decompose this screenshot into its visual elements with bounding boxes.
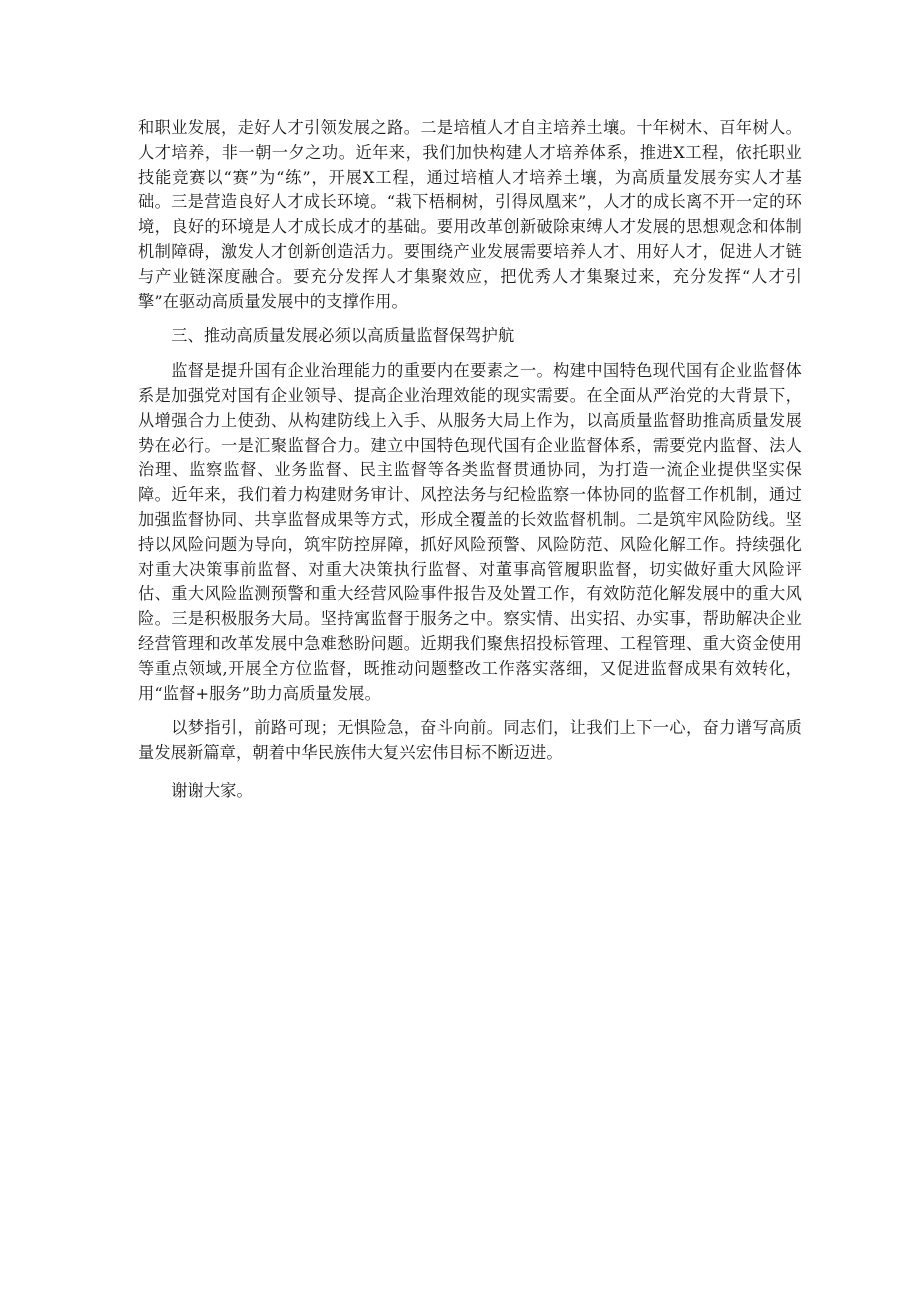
paragraph-conclusion: 以梦指引，前路可现；无惧险急，奋斗向前。同志们，让我们上下一心，奋力谱写高质量发展新篇章，朝着中华民族伟大复兴宏伟目标不断迈进。	[138, 718, 802, 763]
paragraph-talent-cultivation: 和职业发展，走好人才引领发展之路。二是培植人才自主培养土壤。十年树木、百年树人。人才培养，非一朝一夕之功。近年来，我们加快构建人才培养体系，推进X工程，依托职业技能竞赛以“赛”为“练”，开展X工程，通过培植人才培养土壤，为高质量发展夯实人才基础。三是营造良好人才成长环境。“栽下梧桐树，引得凤凰来”，人才的成长离不开一定的环境，良好的环境是人才成长成才的基础。要用改革创新破除束缚人才发展的思想观念和体制机制障碍，激发人才创新创造活力。要围绕产业发展需要培养人才、用好人才，促进人才链与产业链深度融合。要充分发挥人才集聚效应，把优秀人才集聚过来，充分发挥“人才引擎”在驱动高质量发展中的支撑作用。	[138, 118, 802, 311]
paragraph-supervision: 监督是提升国有企业治理能力的重要内在要素之一。构建中国特色现代国有企业监督体系是加强党对国有企业领导、提高企业治理效能的现实需要。在全面从严治党的大背景下，从增强合力上使劲、从构建防线上入手、从服务大局上作为，以高质量监督助推高质量发展势在必行。一是汇聚监督合力。建立中国特色现代国有企业监督体系，需要党内监督、法人治理、监察监督、业务监督、民主监督等各类监督贯通协同，为打造一流企业提供坚实保障。近年来，我们着力构建财务审计、风控法务与纪检监察一体协同的监督工作机制，通过加强监督协同、共享监督成果等方式，形成全覆盖的长效监督机制。二是筑牢风险防线。坚持以风险问题为导向，筑牢防控屏障，抓好风险预警、风险防范、风险化解工作。持续强化对重大决策事前监督、对重大决策执行监督、对董事高管履职监督，切实做好重大风险评估、重大风险监测预警和重大经营风险事件报告及处置工作，有效防范化解发展中的重大风险。三是积极服务大局。坚持寓监督于服务之中。察实情、出实招、办实事，帮助解决企业经营管理和改革发展中急难愁盼问题。近期我们聚焦招投标管理、工程管理、重大资金使用等重点领域,开展全方位监督，既推动问题整改工作落实落细，又促进监督成果有效转化，用“监督+服务”助力高质量发展。	[138, 361, 802, 703]
document-body	[138, 116, 802, 804]
spacer	[138, 766, 802, 779]
spacer	[138, 314, 802, 324]
section-heading-supervision: 三、推动高质量发展必须以高质量监督保驾护航	[171, 326, 515, 346]
closing-thanks: 谢谢大家。	[171, 780, 253, 800]
spacer	[138, 706, 802, 716]
spacer	[138, 349, 802, 359]
